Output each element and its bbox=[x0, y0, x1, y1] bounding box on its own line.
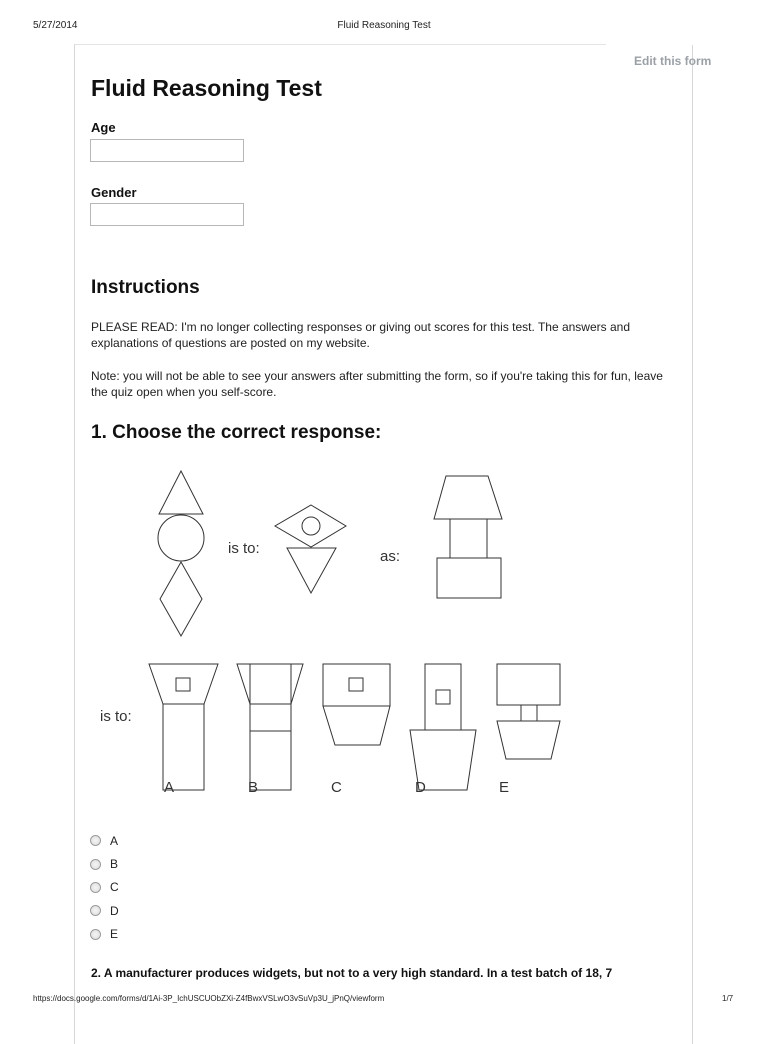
instructions-paragraph-2: Note: you will not be able to see your answers after submitting the form, so if you're taking this for fun, leave the quiz open when you self-score. bbox=[91, 369, 663, 399]
option-c-label: C bbox=[110, 880, 119, 895]
radio-a[interactable] bbox=[90, 835, 101, 846]
print-page-number: 1/7 bbox=[722, 994, 734, 1003]
gender-input[interactable] bbox=[90, 203, 244, 226]
age-input[interactable] bbox=[90, 139, 244, 162]
print-date: 5/27/2014 bbox=[33, 20, 78, 31]
figure-as: as: bbox=[380, 548, 401, 565]
choice-label-a: A bbox=[164, 779, 175, 796]
option-e[interactable] bbox=[90, 923, 119, 946]
radio-d[interactable] bbox=[90, 905, 101, 916]
edit-form-link[interactable]: Edit this form bbox=[634, 54, 712, 68]
choice-label-e: E bbox=[499, 779, 510, 796]
option-d-label: D bbox=[110, 903, 119, 918]
choice-b-figure bbox=[237, 664, 303, 790]
option-e-label: E bbox=[110, 927, 119, 942]
age-label: Age bbox=[91, 120, 116, 135]
figure-is-to-2: is to: bbox=[100, 708, 132, 725]
option-d[interactable] bbox=[90, 899, 119, 922]
radio-e[interactable] bbox=[90, 929, 101, 940]
form-title: Fluid Reasoning Test bbox=[91, 75, 322, 101]
figure-trapezoid-stack bbox=[434, 476, 502, 598]
option-b-label: B bbox=[110, 857, 119, 872]
print-url: https://docs.google.com/forms/d/1Ai-3P_IchUSCUObZXi-Z4fBwxVSLwO3vSuVp3U_jPnQ/viewform bbox=[33, 994, 385, 1003]
option-a[interactable] bbox=[90, 829, 119, 852]
question-2-title: 2. A manufacturer produces widgets, but not to a very high standard. In a test batch of 18, 7 bbox=[91, 966, 613, 980]
choice-c-figure bbox=[323, 664, 390, 745]
choice-e-figure bbox=[497, 664, 560, 759]
gender-label: Gender bbox=[91, 185, 137, 200]
radio-b[interactable] bbox=[90, 859, 101, 870]
question-1-options bbox=[90, 829, 119, 946]
choice-label-b: B bbox=[248, 779, 259, 796]
question-1-title: 1. Choose the correct response: bbox=[91, 422, 382, 443]
choice-label-c: C bbox=[331, 779, 342, 796]
figure-is-to-1: is to: bbox=[228, 540, 260, 557]
option-b[interactable] bbox=[90, 852, 119, 875]
choice-a-figure bbox=[149, 664, 218, 790]
choice-d-figure bbox=[410, 664, 476, 790]
instructions-title: Instructions bbox=[91, 277, 200, 298]
option-a-label: A bbox=[110, 833, 119, 848]
figure-triangle-circle-diamond bbox=[158, 471, 204, 636]
option-c[interactable] bbox=[90, 876, 119, 899]
question-1-figure bbox=[90, 458, 590, 798]
print-title: Fluid Reasoning Test bbox=[337, 20, 431, 31]
instructions-paragraph-1: PLEASE READ: I'm no longer collecting responses or giving out scores for this test. The answers and explanations of questions are posted on my website. bbox=[91, 320, 630, 350]
radio-c[interactable] bbox=[90, 882, 101, 893]
choice-label-d: D bbox=[415, 779, 426, 796]
form-card-top-gap bbox=[606, 44, 694, 45]
figure-diamond-circle-triangle bbox=[275, 505, 346, 593]
